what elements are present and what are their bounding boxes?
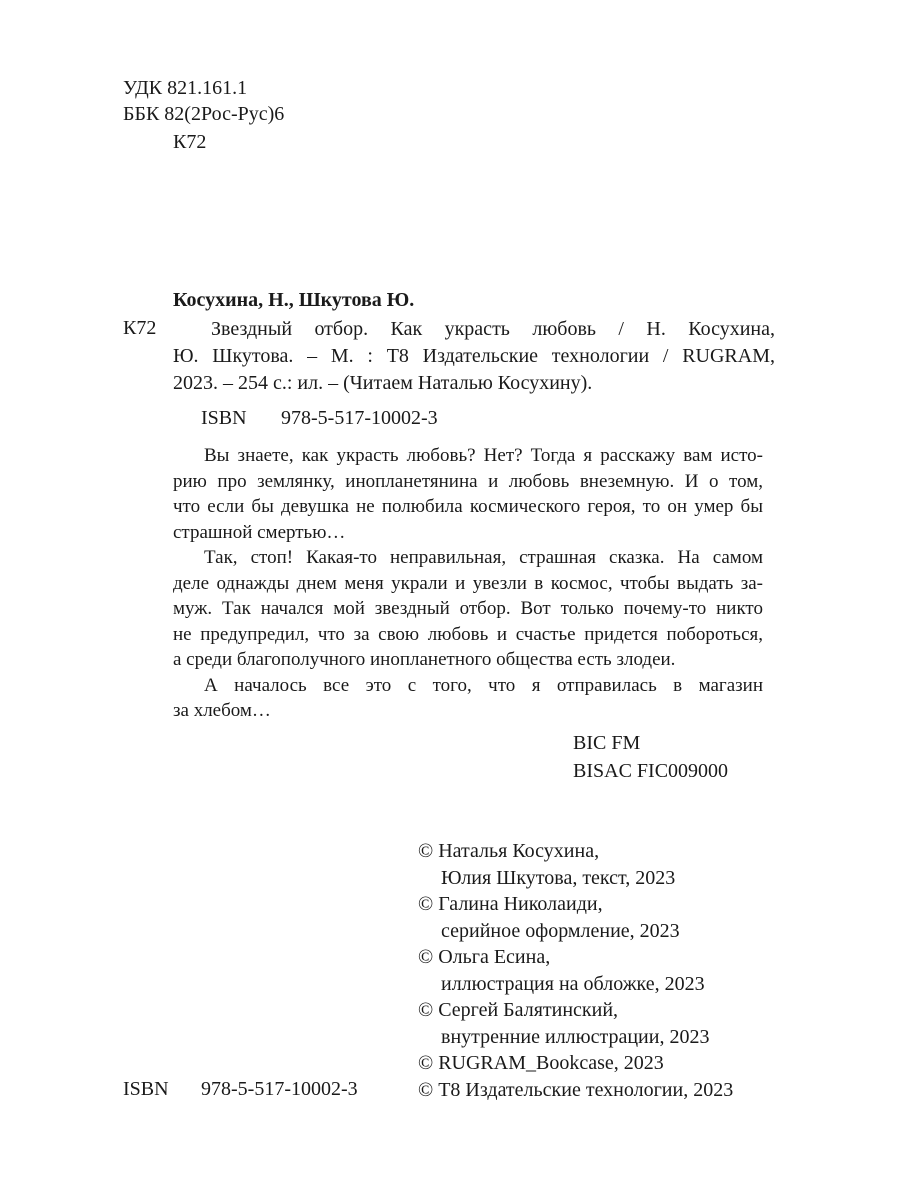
copyright-block [418, 838, 798, 1103]
annotation-line: А началось все это с того, что я отправилась в магазин [204, 674, 763, 696]
annotation-line: муж. Так начался мой звездный отбор. Вот только почему-то никто [173, 598, 763, 619]
copyright-line: Юлия Шкутова, текст, 2023 [441, 866, 676, 889]
copyright-line: внутренние иллюстрации, 2023 [441, 1025, 710, 1048]
bbk-code: ББК 82(2Рос-Рус)6 [123, 103, 285, 125]
copyright-line: © Галина Николаиди, [418, 893, 603, 915]
annotation-line: а среди благополучного инопланетного общества есть злодеи. [173, 649, 676, 670]
annotation-line: деле однажды днем меня украли и увезли в космос, чтобы выдать за- [173, 572, 763, 594]
isbn-label: ISBN [201, 407, 247, 429]
bic-code: BIC FM [573, 732, 641, 754]
bibliographic-description [173, 316, 775, 397]
annotation-line: что если бы девушка не полюбила космического героя, то он умер бы [173, 496, 763, 517]
annotation [173, 443, 763, 724]
copyright-line: © Ольга Есина, [418, 946, 551, 968]
copyright-line: © Сергей Балятинский, [418, 999, 619, 1021]
isbn-number: 978-5-517-10002-3 [281, 407, 438, 429]
bisac-code: BISAC FIC009000 [573, 760, 729, 782]
footer-isbn-label: ISBN [123, 1078, 169, 1100]
copyright-line: © Наталья Косухина, [418, 840, 600, 862]
annotation-line: страшной смертью… [173, 521, 346, 543]
copyright-line: © Т8 Издательские технологии, 2023 [418, 1078, 734, 1101]
bibliographic-line: Звездный отбор. Как украсть любовь / Н. Косухина, [211, 318, 775, 340]
annotation-line: рию про землянку, инопланетянина и любовь внеземную. И о том, [173, 470, 763, 492]
bibliographic-author-mark: К72 [123, 317, 157, 339]
annotation-line: не предупредил, что за свою любовь и счастье придется побороться, [173, 623, 763, 645]
authors-heading: Косухина, Н., Шкутова Ю. [173, 289, 415, 311]
annotation-line: за хлебом… [173, 700, 271, 721]
annotation-line: Вы знаете, как украсть любовь? Нет? Тогда я расскажу вам исто- [204, 445, 763, 466]
bibliographic-line: 2023. – 254 с.: ил. – (Читаем Наталью Косухину). [173, 372, 593, 394]
udk-code: УДК 821.161.1 [123, 77, 248, 99]
annotation-line: Так, стоп! Какая-то неправильная, страшная сказка. На самом [204, 547, 763, 568]
author-mark: К72 [173, 131, 207, 153]
bibliographic-line: Ю. Шкутова. – М. : Т8 Издательские технологии / RUGRAM, [173, 345, 775, 367]
footer-isbn-number: 978-5-517-10002-3 [201, 1078, 358, 1100]
copyright-line: © RUGRAM_Bookcase, 2023 [418, 1052, 664, 1074]
copyright-line: серийное оформление, 2023 [441, 919, 680, 942]
copyright-line: иллюстрация на обложке, 2023 [441, 972, 705, 995]
